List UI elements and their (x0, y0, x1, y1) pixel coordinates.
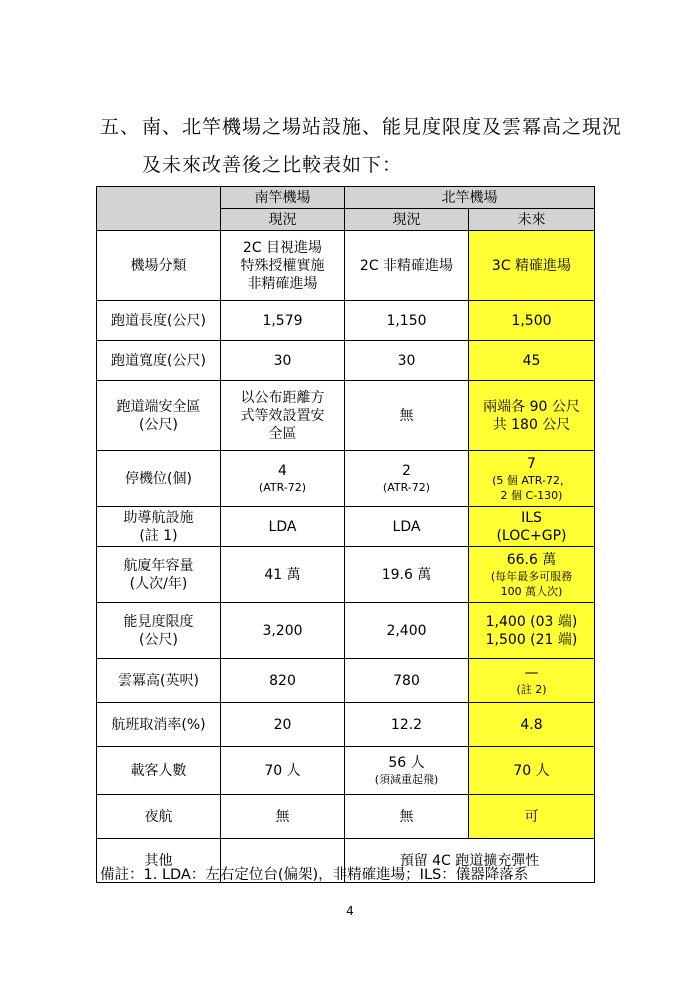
beigan-future-value (469, 703, 595, 747)
table-row (97, 301, 595, 341)
row-label-line: 雲冪高(英呎) (118, 672, 199, 689)
beigan-current-value (345, 507, 469, 547)
beigan-future-value-line: 1,400 (03 端) (485, 613, 578, 630)
beigan-future-value-line: 7 (527, 455, 536, 472)
beigan-current-value-line: 12.2 (390, 716, 423, 733)
section-heading (100, 112, 622, 139)
beigan-future-value-line: (每年最多可服務 (490, 569, 573, 583)
table-row (97, 341, 595, 381)
row-label (97, 451, 221, 507)
beigan-current-value-line: 2,400 (386, 622, 427, 639)
table-row (97, 703, 595, 747)
row-label (97, 301, 221, 341)
beigan-current-value (345, 301, 469, 341)
beigan-future-value (469, 381, 595, 451)
beigan-current-value-line: 30 (397, 352, 416, 369)
row-label (97, 341, 221, 381)
beigan-future-value (469, 507, 595, 547)
row-label-line: 夜航 (144, 808, 173, 825)
beigan-current-value (345, 659, 469, 703)
beigan-future-value (469, 603, 595, 659)
beigan-future-value (469, 451, 595, 507)
beigan-current-value (345, 747, 469, 795)
beigan-future-value-line: (5 個 ATR-72， (492, 473, 571, 487)
table-row (97, 507, 595, 547)
nangan-value-line: 4 (278, 463, 287, 479)
row-label: 其他 (97, 839, 221, 883)
beigan-current-value-line: 無 (399, 808, 414, 825)
row-label-line: 助導航設施 (123, 509, 194, 526)
nangan-value (221, 451, 345, 507)
beigan-current-value-line: 無 (399, 407, 414, 424)
nangan-value (221, 231, 345, 301)
row-label-line: 跑道長度(公尺) (111, 312, 206, 329)
beigan-future-value-line: 100 萬人次) (500, 584, 563, 598)
nangan-value-line: 20 (273, 716, 292, 733)
row-label-line: (公尺) (139, 416, 178, 433)
nangan-value (221, 547, 345, 603)
beigan-future-value-line: 可 (524, 808, 539, 825)
beigan-future-value-line: 70 人 (513, 762, 550, 779)
table-row (97, 747, 595, 795)
comparison-table (96, 186, 595, 883)
page-number: 4 (346, 904, 354, 918)
table-row (97, 451, 595, 507)
nangan-value-line: 2C 目視進場 (242, 239, 323, 256)
beigan-current-value (345, 603, 469, 659)
beigan-current-value-line: 19.6 萬 (381, 566, 432, 583)
beigan-future-value-line: 1,500 (21 端) (485, 631, 578, 648)
beigan-future-value-line: 共 180 公尺 (492, 416, 571, 433)
row-label (97, 507, 221, 547)
row-label-line: 航班取消率(%) (111, 716, 206, 733)
nangan-value-line: 特殊授權實施 (240, 257, 325, 274)
beigan-future-value-line: (LOC+GP) (496, 527, 567, 544)
header-beigan: 北竿機場 (345, 187, 595, 209)
row-label (97, 231, 221, 301)
row-label (97, 795, 221, 839)
row-label-line: 航廈年容量 (123, 557, 194, 574)
nangan-value (221, 795, 345, 839)
row-label (97, 659, 221, 703)
row-label-line: 跑道端安全區 (116, 398, 201, 415)
nangan-value-line: 3,200 (262, 622, 303, 639)
footnote: 備註：1. LDA：左右定位台(偏架)，非精確進場；ILS：儀器降落系 (100, 867, 529, 883)
beigan-future-value (469, 747, 595, 795)
beigan-future-value-line: 1,500 (511, 312, 552, 329)
table-row (97, 659, 595, 703)
header-nangan-current: 現況 (221, 209, 345, 231)
beigan-future-value-line: 45 (522, 352, 541, 369)
nangan-value-line: LDA (268, 518, 297, 535)
beigan-future-value-line: ILS (521, 509, 542, 526)
nangan-value-line: (ATR-72) (258, 481, 307, 494)
beigan-current-value-line: 2C 非精確進場 (359, 257, 454, 274)
beigan-current-value-line: LDA (392, 518, 421, 535)
nangan-value (221, 301, 345, 341)
beigan-future-value-line: 3C 精確進場 (491, 257, 572, 274)
nangan-value-line: 無 (275, 808, 290, 825)
beigan-current-value (345, 451, 469, 507)
nangan-value (221, 659, 345, 703)
beigan-current-value (345, 795, 469, 839)
nangan-value-line: 式等效設置安 (240, 407, 325, 424)
table-row (97, 795, 595, 839)
nangan-value (221, 341, 345, 381)
header-beigan-current: 現況 (345, 209, 469, 231)
beigan-current-value (345, 547, 469, 603)
beigan-future-value (469, 301, 595, 341)
beigan-current-value (345, 341, 469, 381)
beigan-current-value-line: 2 (402, 463, 411, 479)
nangan-value-line: 30 (273, 352, 292, 369)
nangan-value (221, 507, 345, 547)
nangan-value-line: 70 人 (264, 762, 301, 779)
header-corner (97, 187, 221, 231)
beigan-future-value-line: (註 2) (516, 683, 547, 696)
table-row (97, 603, 595, 659)
beigan-future-value-line: 66.6 萬 (506, 551, 557, 568)
row-label-line: (註 1) (139, 527, 178, 544)
nangan-value (221, 747, 345, 795)
beigan-current-value (345, 231, 469, 301)
row-label (97, 747, 221, 795)
table-row (97, 231, 595, 301)
beigan-future-value (469, 547, 595, 603)
row-label-line: 機場分類 (130, 257, 187, 274)
nangan-value-line: 1,579 (262, 312, 303, 329)
nangan-value-line: 非精確進場 (247, 275, 318, 292)
beigan-future-value (469, 341, 595, 381)
beigan-current-value-line: 780 (393, 672, 420, 689)
table-row (97, 381, 595, 451)
header-beigan-future: 未來 (469, 209, 595, 231)
beigan-future-value (469, 795, 595, 839)
row-label-line: (人次/年) (129, 575, 188, 592)
row-label (97, 547, 221, 603)
beigan-future-value (469, 231, 595, 301)
section-title-line-2: 及未來改善後之比較表如下： (142, 154, 403, 176)
row-label-line: (公尺) (139, 631, 178, 648)
beigan-current-value-line: 1,150 (386, 312, 427, 329)
row-label-line: 停機位(個) (125, 470, 192, 487)
nangan-value (221, 381, 345, 451)
nangan-value (221, 603, 345, 659)
beigan-future-value-line: 2 個 C-130) (500, 488, 563, 502)
row-label (97, 603, 221, 659)
beigan-current-value (345, 381, 469, 451)
nangan-value-line: 以公布距離方 (240, 389, 325, 406)
beigan-current-value (345, 703, 469, 747)
beigan-future-value (469, 659, 595, 703)
row-label (97, 381, 221, 451)
header-nangan: 南竿機場 (221, 187, 345, 209)
nangan-value-line: 820 (269, 672, 296, 689)
section-number: 五、 (100, 116, 141, 138)
nangan-value (221, 703, 345, 747)
nangan-value-line: 41 萬 (264, 566, 301, 583)
row-label (97, 703, 221, 747)
row-label-line: 載客人數 (130, 762, 187, 779)
beigan-future-value-line: — (524, 665, 539, 681)
beigan-current-value-line: (ATR-72) (382, 481, 431, 494)
beigan-future-value-line: 4.8 (520, 716, 543, 733)
section-title-line-1: 南、北竿機場之場站設施、能見度限度及雲冪高之現況 (142, 116, 623, 138)
other-value: 預留 4C 跑道擴充彈性 (345, 839, 595, 883)
nangan-value-line: 全區 (268, 425, 297, 442)
row-label-line: 跑道寬度(公尺) (111, 352, 206, 369)
table-row (97, 547, 595, 603)
beigan-current-value-line: (須減重起飛) (374, 773, 439, 786)
row-label-line: 能見度限度 (123, 613, 194, 630)
beigan-future-value-line: 兩端各 90 公尺 (483, 398, 580, 415)
beigan-current-value-line: 56 人 (388, 755, 425, 771)
